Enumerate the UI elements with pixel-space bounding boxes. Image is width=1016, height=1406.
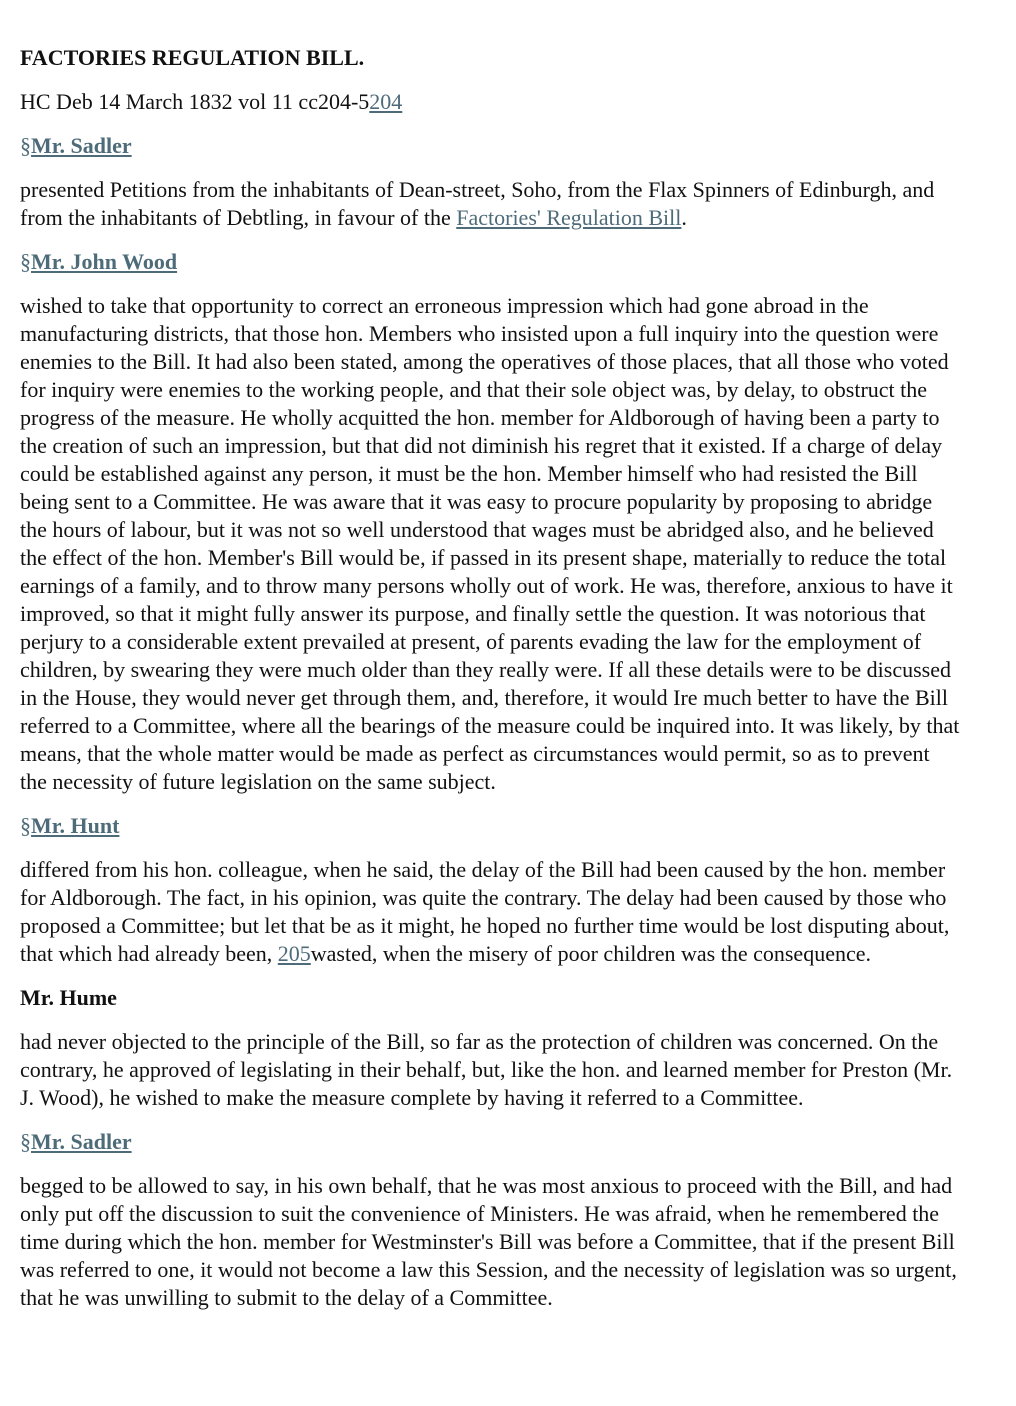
bill-link[interactable]: Factories' Regulation Bill xyxy=(456,205,682,230)
speaker-link-sadler[interactable]: Mr. Sadler xyxy=(31,133,132,158)
section-mark: § xyxy=(20,813,31,838)
column-link-205[interactable]: 205 xyxy=(277,941,311,966)
contribution-text-before: differed from his hon. colleague, when he said, the delay of the Bill had been caused by the hon. member for Aldborough. The fact, in his opinion, was quite the contrary. The delay had been caused by those who proposed a Committee; but let that be as it might, he hoped no further time would be lost disputing about, that which had already been, xyxy=(20,857,950,966)
section-mark: § xyxy=(20,1129,31,1154)
contribution-text: had never objected to the principle of the Bill, so far as the protection of children was concerned. On the contrary, he approved of legislating in their behalf, but, like the hon. and learned member for Preston (Mr. J. Wood), he wished to make the measure complete by having it referred to a Committee. xyxy=(20,1029,953,1110)
citation-text: HC Deb 14 March 1832 vol 11 cc204-5 xyxy=(20,89,370,114)
contribution-text xyxy=(20,856,960,968)
speaker-link-john-wood[interactable]: Mr. John Wood xyxy=(31,249,178,274)
page-title: FACTORIES REGULATION BILL. xyxy=(20,45,365,70)
contribution-text: wished to take that opportunity to correct an erroneous impression which had gone abroad in the manufacturing districts, that those hon. Members who insisted upon a full inquiry into the question were enemies to the Bill. It had also been stated, among the operatives of those places, that all those who voted for inquiry were enemies to the working people, and that their sole object was, by delay, to obstruct the progress of the measure. He wholly acquitted the hon. member for Aldborough of having been a party to the creation of such an impression, but that did not diminish his regret that it existed. If a charge of delay could be established against any person, it must be the hon. Member himself who had resisted the Bill being sent to a Committee. He was aware that it was easy to procure popularity by proposing to abridge the hours of labour, but it was not so well understood that wages must be abridged also, and he believed the effect of the hon. Member's Bill would be, if passed in its present shape, materially to reduce the total earnings of a family, and to throw many persons wholly out of work. He was, therefore, anxious to have it improved, so that it might fully answer its purpose, and finally settle the question. It was notorious that perjury to a considerable extent prevailed at present, of parents evading the law for the employment of children, by swearing they were much older than they really were. If all these details were to be discussed in the House, they would never get through them, and, therefore, it would Ire much better to have the Bill referred to a Committee, where all the bearings of the measure could be inquired into. It was likely, by that means, that the whole matter would be made as perfect as circumstances would permit, so as to prevent the necessity of future legislation on the same subject. xyxy=(20,293,960,794)
speaker-heading xyxy=(20,1128,960,1156)
speaker-link-sadler[interactable]: Mr. Sadler xyxy=(31,1129,132,1154)
speaker-link-hunt[interactable]: Mr. Hunt xyxy=(31,813,120,838)
speaker-name-hume: Mr. Hume xyxy=(20,985,117,1010)
section-mark: § xyxy=(20,133,31,158)
speaker-heading xyxy=(20,132,960,160)
contribution-text xyxy=(20,176,960,232)
citation xyxy=(20,88,960,116)
speaker-heading xyxy=(20,812,960,840)
speaker-heading xyxy=(20,248,960,276)
contribution-text-after: . xyxy=(681,205,687,230)
contribution-text-before: presented Petitions from the inhabitants of Dean-street, Soho, from the Flax Spinners of Edinburgh, and from the inhabitants of Debtling, in favour of the xyxy=(20,177,935,230)
contribution-text-after: wasted, when the misery of poor children was the consequence. xyxy=(310,941,871,966)
column-link-204[interactable]: 204 xyxy=(369,89,403,114)
contribution-text: begged to be allowed to say, in his own behalf, that he was most anxious to proceed with the Bill, and had only put off the discussion to suit the convenience of Ministers. He was afraid, when he remembered the time during which the hon. member for Westminster's Bill was before a Committee, that if the present Bill was referred to one, it would not become a law this Session, and the necessity of legislation was so urgent, that he was unwilling to submit to the delay of a Committee. xyxy=(20,1173,957,1310)
section-mark: § xyxy=(20,249,31,274)
